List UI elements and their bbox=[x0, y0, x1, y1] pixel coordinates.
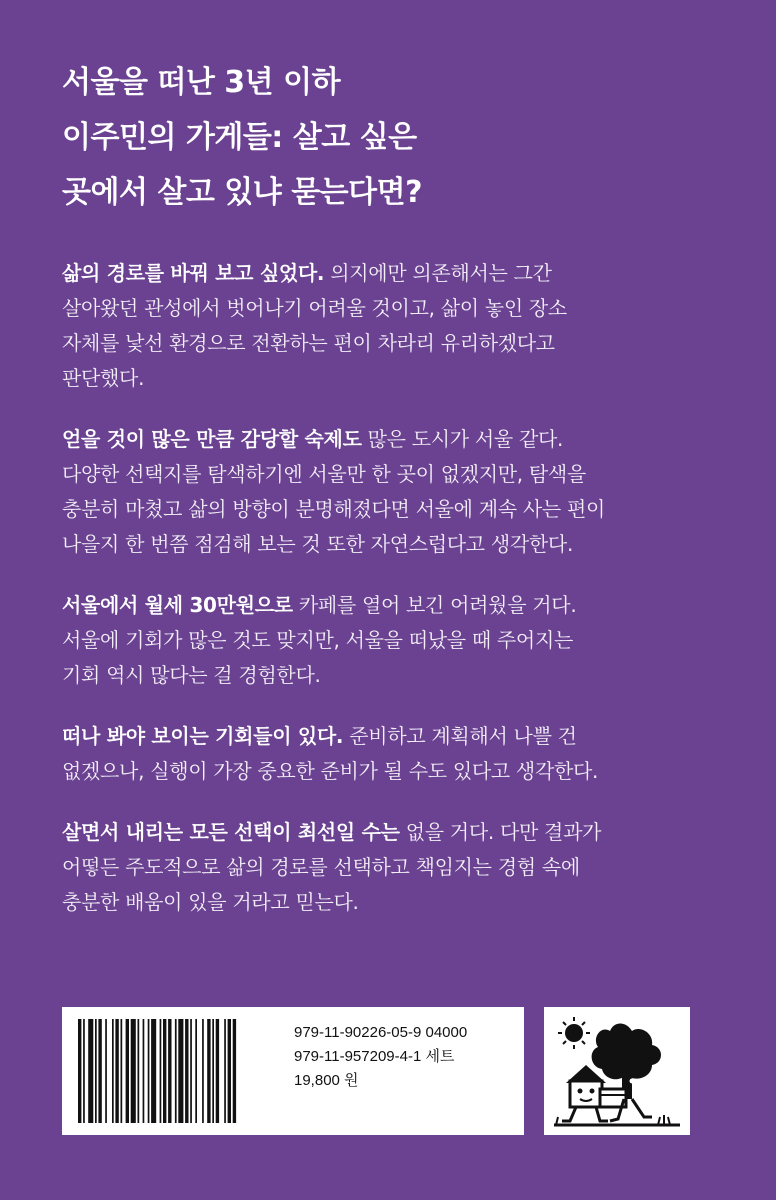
paragraph-lead: 서울에서 월세 30만원으로 bbox=[62, 593, 293, 617]
publisher-logo bbox=[544, 1007, 690, 1135]
paragraph-line: 없겠으나, 실행이 가장 중요한 준비가 될 수도 있다고 생각한다. bbox=[62, 759, 599, 783]
paragraph-line: 많은 도시가 서울 같다. bbox=[361, 427, 564, 451]
paragraph bbox=[62, 256, 722, 396]
paragraph-line: 의지에만 의존해서는 그간 bbox=[324, 261, 552, 285]
isbn-block bbox=[294, 1021, 467, 1093]
paragraph-line: 판단했다. bbox=[62, 366, 145, 390]
isbn-number: 979-11-90226-05-9 04000 bbox=[294, 1024, 468, 1041]
paragraph-lead: 얻을 것이 많은 만큼 감당할 숙제도 bbox=[62, 427, 362, 451]
barcode-icon bbox=[76, 1019, 282, 1123]
paragraph-line: 기회 역시 많다는 걸 경험한다. bbox=[62, 663, 321, 687]
paragraph bbox=[62, 719, 722, 789]
publisher-logo-illustration bbox=[552, 1013, 682, 1129]
paragraph-line: 나을지 한 번쯤 점검해 보는 것 또한 자연스럽다고 생각한다. bbox=[62, 532, 573, 556]
headline-line: 이주민의 가게들: 살고 싶은 bbox=[62, 120, 417, 155]
paragraph bbox=[62, 422, 722, 562]
barcode-panel bbox=[62, 1007, 524, 1135]
paragraph-lead: 살면서 내리는 모든 선택이 최선일 수는 bbox=[62, 820, 400, 844]
paragraph-line: 없을 거다. 다만 결과가 bbox=[399, 820, 602, 844]
paragraph-lead: 떠나 봐야 보이는 기회들이 있다. bbox=[62, 724, 344, 748]
paragraph bbox=[62, 815, 722, 920]
headline-line: 서울을 떠난 3년 이하 bbox=[62, 65, 341, 100]
paragraph-line: 자체를 낯선 환경으로 전환하는 편이 차라리 유리하겠다고 bbox=[62, 331, 555, 355]
isbn-set-number: 979-11-957209-4-1 세트 bbox=[294, 1048, 455, 1065]
paragraph-line: 서울에 기회가 많은 것도 맞지만, 서울을 떠났을 때 주어지는 bbox=[62, 628, 573, 652]
paragraph-lead: 삶의 경로를 바꿔 보고 싶었다. bbox=[62, 261, 325, 285]
paragraph-line: 카페를 열어 보긴 어려웠을 거다. bbox=[292, 593, 577, 617]
paragraph-line: 어떻든 주도적으로 삶의 경로를 선택하고 책임지는 경험 속에 bbox=[62, 855, 580, 879]
headline-line: 곳에서 살고 있냐 묻는다면? bbox=[62, 175, 423, 210]
headline bbox=[62, 55, 422, 220]
paragraph-line: 다양한 선택지를 탐색하기엔 서울만 한 곳이 없겠지만, 탐색을 bbox=[62, 462, 586, 486]
paragraph-line: 충분한 배움이 있을 거라고 믿는다. bbox=[62, 890, 359, 914]
price: 19,800 원 bbox=[294, 1072, 359, 1089]
paragraph-line: 준비하고 계획해서 나쁠 건 bbox=[343, 724, 577, 748]
paragraph bbox=[62, 588, 722, 693]
paragraph-line: 충분히 마쳤고 삶의 방향이 분명해졌다면 서울에 계속 사는 편이 bbox=[62, 497, 605, 521]
body-text bbox=[62, 256, 722, 946]
paragraph-line: 살아왔던 관성에서 벗어나기 어려울 것이고, 삶이 놓인 장소 bbox=[62, 296, 567, 320]
